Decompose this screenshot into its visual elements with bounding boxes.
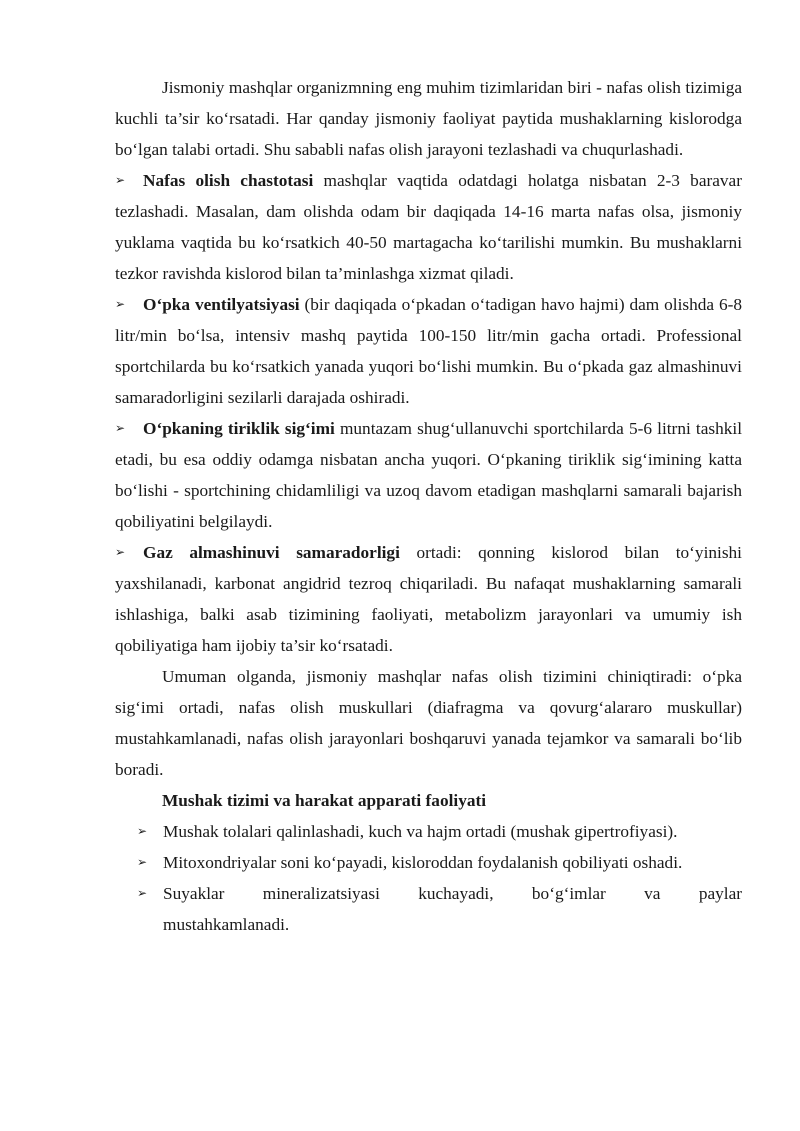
bullet-term: Gaz almashinuvi samaradorligi (143, 543, 400, 562)
list-item-text: Mushak tolalari qalinlashadi, kuch va hajm ortadi (mushak gipertrofiyasi). (163, 822, 678, 841)
bullet-gas-exchange (115, 537, 742, 661)
list-item (115, 816, 742, 847)
bullet-term: O‘pka ventilyatsiyasi (143, 295, 300, 314)
arrow-bullet-icon: ➢ (137, 886, 148, 900)
arrow-bullet-icon: ➢ (115, 297, 126, 311)
document-page (115, 72, 742, 940)
bullet-term: O‘pkaning tiriklik sig‘imi (143, 419, 335, 438)
bullet-text: mashqlar vaqtida odatdagi holatga nisbatan 2-3 baravar tezlashadi. Masalan, dam olishda odam bir daqiqada 14-16 marta nafas olsa, jismoniy yuklama vaqtida bu ko‘rsatkich 40-50 martagacha ko‘tarilishi mumkin. Bu mushaklarni tezkor ravishda kislorod bilan ta’minlashga xizmat qiladi. (115, 171, 742, 283)
arrow-bullet-icon: ➢ (137, 855, 148, 869)
arrow-bullet-icon: ➢ (115, 545, 126, 559)
list-item (115, 847, 742, 878)
bullet-vital-capacity (115, 413, 742, 537)
bullet-text: muntazam shug‘ullanuvchi sportchilarda 5-6 litrni tashkil etadi, bu esa oddiy odamga nisbatan ancha yuqori. O‘pkaning tiriklik sig‘imining katta bo‘lishi - sportchining chidamliligi va uzoq davom etadigan mashqlarni samarali bajarish qobiliyatini belgilaydi. (115, 419, 742, 531)
muscle-effects-list (115, 816, 742, 940)
bullet-text: (bir daqiqada o‘pkadan o‘tadigan havo hajmi) dam olishda 6-8 litr/min bo‘lsa, intensiv mashq paytida 100-150 litr/min gacha ortadi. Professional sportchilarda bu ko‘rsatkich yanada yuqori bo‘lishi mumkin. Bu o‘pkada gaz almashinuvi samaradorligini sezilarli darajada oshiradi. (115, 295, 742, 407)
arrow-bullet-icon: ➢ (115, 421, 126, 435)
bullet-breathing-rate (115, 165, 742, 289)
bullet-text: ortadi: qonning kislorod bilan to‘yinishi yaxshilanadi, karbonat angidrid tezroq chiqariladi. Bu nafaqat mushaklarning samarali ishlashiga, balki asab tizimining faoliyati, metabolizm jarayonlari va umumiy ish qobiliyatiga ham ijobiy ta’sir ko‘rsatadi. (115, 543, 742, 655)
intro-paragraph: Jismoniy mashqlar organizmning eng muhim tizimlaridan biri - nafas olish tizimiga kuchli ta’sir ko‘rsatadi. Har qanday jismoniy faoliyat paytida mushaklarning kislorodga bo‘lgan talabi ortadi. Shu sababli nafas olish jarayoni tezlashadi va chuqurlashadi. (115, 78, 742, 159)
bullet-term: Nafas olish chastotasi (143, 171, 314, 190)
list-item-text-line1: Suyaklar mineralizatsiyasi kuchayadi, bo‘g‘imlar va paylar (163, 884, 742, 903)
arrow-bullet-icon: ➢ (115, 173, 126, 187)
arrow-bullet-icon: ➢ (137, 824, 148, 838)
section-heading: Mushak tizimi va harakat apparati faoliyati (162, 791, 487, 810)
bullet-lung-ventilation (115, 289, 742, 413)
list-item-text-line2: mustahkamlanadi. (163, 915, 290, 934)
list-item-text: Mitoxondriyalar soni ko‘payadi, kisloroddan foydalanish qobiliyati oshadi. (163, 853, 683, 872)
list-item (115, 878, 742, 940)
summary-paragraph: Umuman olganda, jismoniy mashqlar nafas olish tizimini chiniqtiradi: o‘pka sig‘imi ortadi, nafas olish muskullari (diafragma va qovurg‘alararo muskullar) mustahkamlanadi, nafas olish jarayonlari boshqaruvi yanada tejamkor va samarali bo‘lib boradi. (115, 667, 742, 779)
